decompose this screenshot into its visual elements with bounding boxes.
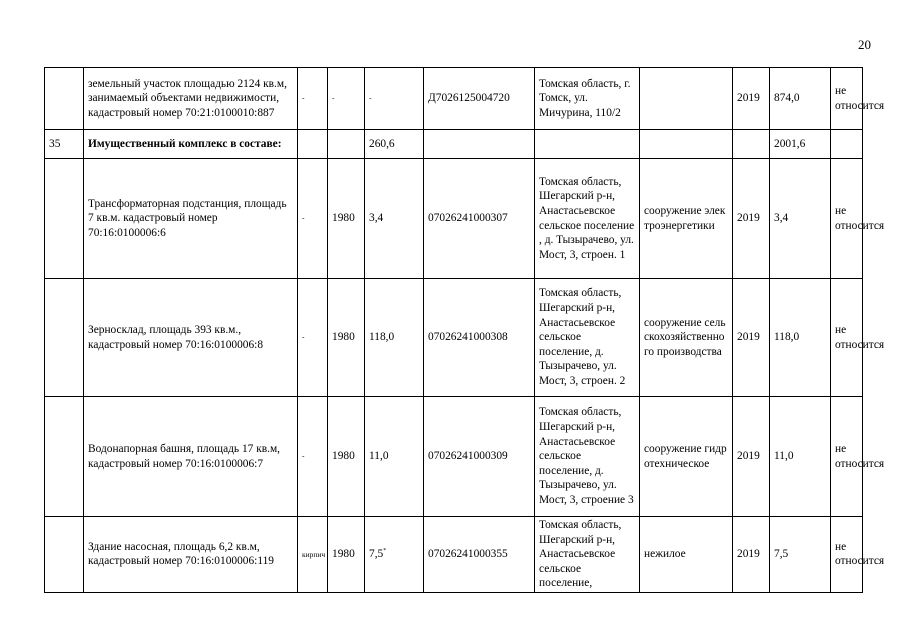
area: 260,6 bbox=[365, 130, 424, 159]
footnote-mark: * bbox=[383, 548, 387, 555]
table-row bbox=[45, 159, 863, 279]
registered-area: 11,0 bbox=[770, 397, 831, 517]
material: - bbox=[298, 279, 328, 397]
row-number bbox=[45, 397, 84, 517]
build-year: 1980 bbox=[328, 279, 365, 397]
table-row bbox=[45, 517, 863, 593]
relation bbox=[831, 130, 863, 159]
purpose bbox=[640, 130, 733, 159]
material: - bbox=[298, 68, 328, 130]
relation: не относится bbox=[831, 279, 863, 397]
registration-year: 2019 bbox=[733, 397, 770, 517]
table-row bbox=[45, 68, 863, 130]
build-year bbox=[328, 130, 365, 159]
page-number: 20 bbox=[858, 37, 871, 52]
row-number: 35 bbox=[45, 130, 84, 159]
row-number bbox=[45, 68, 84, 130]
registration-year: 2019 bbox=[733, 517, 770, 593]
area: - bbox=[365, 68, 424, 130]
registration-year bbox=[733, 130, 770, 159]
material: кирпич bbox=[298, 517, 328, 593]
inventory-number bbox=[424, 130, 535, 159]
purpose: сооружение сельскохозяйственного производства bbox=[640, 279, 733, 397]
build-year: - bbox=[328, 68, 365, 130]
relation: не относится bbox=[831, 397, 863, 517]
registration-year: 2019 bbox=[733, 159, 770, 279]
registration-year: 2019 bbox=[733, 68, 770, 130]
registered-area: 2001,6 bbox=[770, 130, 831, 159]
object-name: Имущественный комплекс в составе: bbox=[84, 130, 298, 159]
address: Томская область, Шегарский р-н, Анастасьевское сельское поселение, д. Тызырачево, ул. Мост, 3, строен. 2 bbox=[535, 279, 640, 397]
build-year: 1980 bbox=[328, 517, 365, 593]
row-number bbox=[45, 517, 84, 593]
registered-area: 118,0 bbox=[770, 279, 831, 397]
area bbox=[365, 517, 424, 593]
build-year: 1980 bbox=[328, 159, 365, 279]
relation: не относится bbox=[831, 68, 863, 130]
object-name: Трансформаторная подстанция, площадь 7 кв.м. кадастровый номер 70:16:0100006:6 bbox=[84, 159, 298, 279]
inventory-number: Д7026125004720 bbox=[424, 68, 535, 130]
purpose: сооружение электроэнергетики bbox=[640, 159, 733, 279]
material bbox=[298, 130, 328, 159]
build-year: 1980 bbox=[328, 397, 365, 517]
registration-year: 2019 bbox=[733, 279, 770, 397]
area: 118,0 bbox=[365, 279, 424, 397]
inventory-number: 07026241000307 bbox=[424, 159, 535, 279]
object-name: Здание насосная, площадь 6,2 кв.м, кадастровый номер 70:16:0100006:119 bbox=[84, 517, 298, 593]
material: - bbox=[298, 397, 328, 517]
address: Томская область, Шегарский р-н, Анастасьевское сельское поселение, bbox=[535, 517, 640, 593]
table-row bbox=[45, 279, 863, 397]
property-registry-table bbox=[44, 67, 885, 593]
purpose bbox=[640, 68, 733, 130]
area: 3,4 bbox=[365, 159, 424, 279]
table-row bbox=[45, 397, 863, 517]
address: Томская область, Шегарский р-н, Анастасьевское сельское поселение, д. Тызырачево, ул. Мост, 3, строение 3 bbox=[535, 397, 640, 517]
relation: не относится bbox=[831, 159, 863, 279]
inventory-number: 07026241000308 bbox=[424, 279, 535, 397]
address: Томская область, г. Томск, ул. Мичурина, 110/2 bbox=[535, 68, 640, 130]
inventory-number: 07026241000355 bbox=[424, 517, 535, 593]
object-name: Водонапорная башня, площадь 17 кв.м, кадастровый номер 70:16:0100006:7 bbox=[84, 397, 298, 517]
purpose: нежилое bbox=[640, 517, 733, 593]
inventory-number: 07026241000309 bbox=[424, 397, 535, 517]
row-number bbox=[45, 279, 84, 397]
address: Томская область, Шегарский р-н, Анастасьевское сельское поселение , д. Тызырачево, ул. Мост, 3, строен. 1 bbox=[535, 159, 640, 279]
object-name: земельный участок площадью 2124 кв.м, занимаемый объектами недвижимости, кадастровый номер 70:21:0100010:887 bbox=[84, 68, 298, 130]
purpose: сооружение гидротехническое bbox=[640, 397, 733, 517]
table-row bbox=[45, 130, 863, 159]
registered-area: 7,5 bbox=[770, 517, 831, 593]
address bbox=[535, 130, 640, 159]
registered-area: 3,4 bbox=[770, 159, 831, 279]
area-value: 7,5 bbox=[369, 548, 384, 561]
registered-area: 874,0 bbox=[770, 68, 831, 130]
area: 11,0 bbox=[365, 397, 424, 517]
object-name: Зерносклад, площадь 393 кв.м., кадастровый номер 70:16:0100006:8 bbox=[84, 279, 298, 397]
relation: не относится bbox=[831, 517, 863, 593]
material: - bbox=[298, 159, 328, 279]
row-number bbox=[45, 159, 84, 279]
